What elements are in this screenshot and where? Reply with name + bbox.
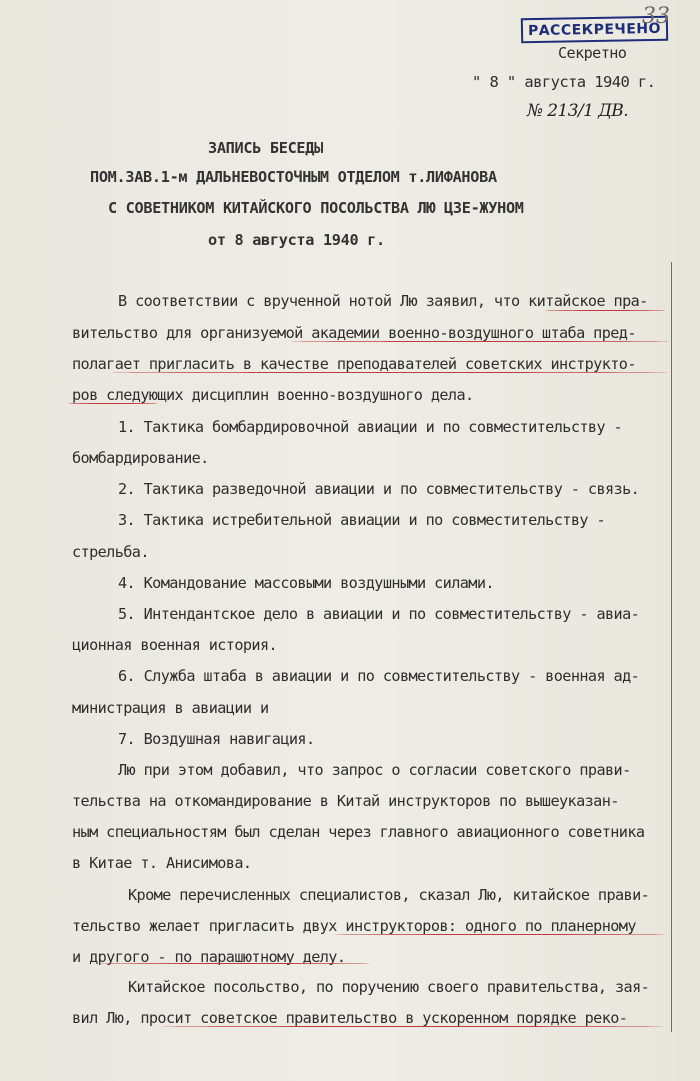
underline-mark bbox=[110, 372, 670, 373]
list-item-1: 1. Тактика бомбардировочной авиации и по совместительству - bbox=[118, 418, 623, 436]
list-item-3-cont: стрельба. bbox=[72, 543, 149, 561]
list-item-5-cont: ционная военная история. bbox=[72, 636, 278, 654]
title-line-2: ПОМ.ЗАВ.1-м ДАЛЬНЕВОСТОЧНЫМ ОТДЕЛОМ т.ЛИФАНОВА bbox=[90, 168, 497, 186]
title-line-3: С СОВЕТНИКОМ КИТАЙСКОГО ПОСОЛЬСТВА ЛЮ ЦЗЕ-ЖУНОМ bbox=[108, 199, 524, 217]
paragraph-1-line-1: В соответствии с врученной нотой Лю заявил, что китайское пра- bbox=[118, 292, 648, 310]
list-item-2: 2. Тактика разведочной авиации и по совместительству - связь. bbox=[118, 480, 640, 498]
paragraph-2-line-4: в Китае т. Анисимова. bbox=[72, 854, 252, 872]
paragraph-4-line-1: Китайское посольство, по поручению своего правительства, зая- bbox=[128, 978, 650, 996]
paragraph-3-line-1: Кроме перечисленных специалистов, сказал Лю, китайское прави- bbox=[128, 886, 650, 904]
paragraph-2-line-2: тельства на откомандирование в Китай инструкторов по вышеуказан- bbox=[72, 792, 619, 810]
paragraph-3-line-2: тельство желает пригласить двух инструкторов: одного по планерному bbox=[72, 917, 636, 935]
list-item-5: 5. Интендантское дело в авиации и по совместительству - авиа- bbox=[118, 605, 640, 623]
margin-pencil-line bbox=[671, 262, 672, 1032]
declassified-stamp: РАССЕКРЕЧЕНО bbox=[521, 16, 668, 44]
list-item-7: 7. Воздушная навигация. bbox=[118, 730, 315, 748]
classification-label: Секретно bbox=[558, 44, 627, 62]
list-item-1-cont: бомбардирование. bbox=[72, 449, 209, 467]
title-line-4: от 8 августа 1940 г. bbox=[208, 231, 385, 249]
document-number: № 213/1 ДВ. bbox=[527, 101, 629, 121]
underline-mark bbox=[290, 341, 670, 342]
underline-mark bbox=[100, 963, 370, 964]
paragraph-1-line-2: вительство для организуемой академии военно-воздушного штаба пред- bbox=[72, 324, 636, 342]
underline-mark bbox=[335, 934, 665, 935]
paragraph-2-line-3: ным специальностям был сделан через главного авиационного советника bbox=[72, 823, 645, 841]
paragraph-1-line-4: ров следующих дисциплин военно-воздушного дела. bbox=[72, 386, 474, 404]
underline-mark bbox=[68, 403, 158, 404]
list-item-3: 3. Тактика истребительной авиации и по совместительству - bbox=[118, 511, 605, 529]
list-item-4: 4. Командование массовыми воздушными силами. bbox=[118, 574, 494, 592]
underline-mark bbox=[545, 310, 665, 311]
paragraph-3-line-3: и другого - по парашютному делу. bbox=[72, 948, 346, 966]
underline-mark bbox=[160, 1026, 665, 1027]
document-date: " 8 " августа 1940 г. bbox=[472, 73, 656, 91]
list-item-6: 6. Служба штаба в авиации и по совместительству - военная ад- bbox=[118, 667, 640, 685]
archive-page-number: 33 bbox=[642, 4, 670, 29]
paragraph-2-line-1: Лю при этом добавил, что запрос о согласии советского прави- bbox=[118, 761, 631, 779]
paragraph-1-line-3: полагает пригласить в качестве преподавателей советских инструкто- bbox=[72, 355, 636, 373]
list-item-6-cont: министрация в авиации и bbox=[72, 699, 269, 717]
title-line-1: ЗАПИСЬ БЕСЕДЫ bbox=[208, 139, 323, 157]
paragraph-4-line-2: вил Лю, просит советское правительство в ускоренном порядке реко- bbox=[72, 1009, 628, 1027]
